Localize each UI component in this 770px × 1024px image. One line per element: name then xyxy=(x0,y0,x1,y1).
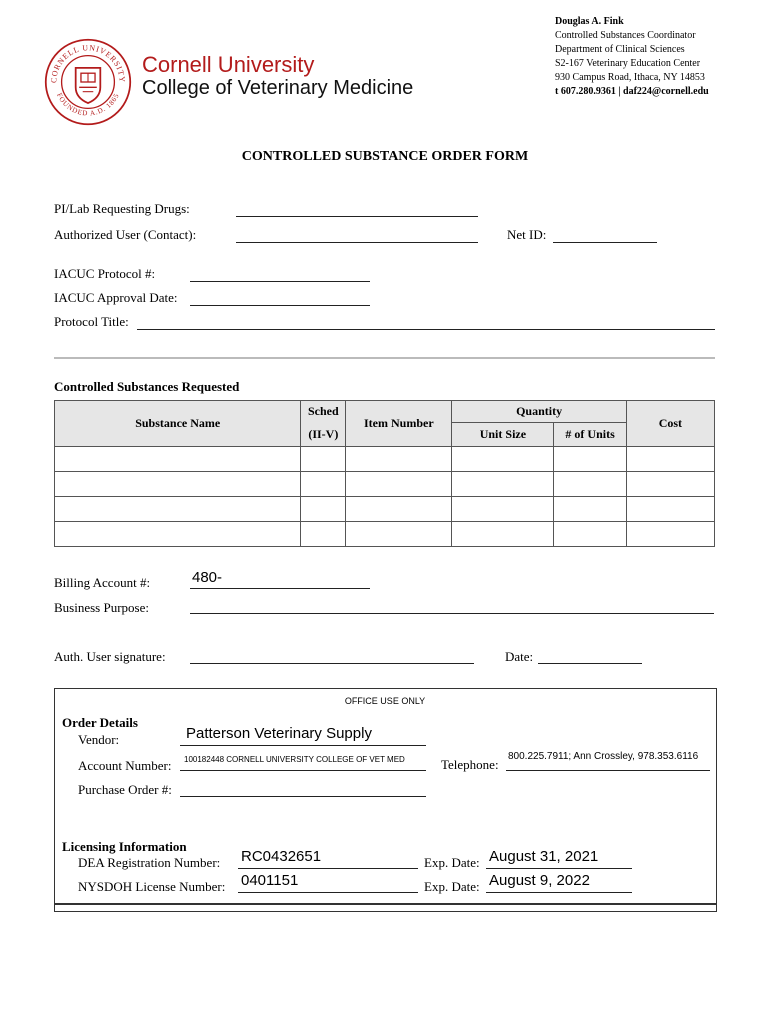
business-purpose-label: Business Purpose: xyxy=(54,600,149,615)
table-cell[interactable] xyxy=(55,447,301,472)
col-num-units: # of Units xyxy=(554,423,626,447)
dea-label: DEA Registration Number: xyxy=(78,855,221,870)
contact-name: Douglas A. Fink xyxy=(555,16,624,27)
table-row xyxy=(55,472,715,497)
table-cell[interactable] xyxy=(346,472,452,497)
office-heading: OFFICE USE ONLY xyxy=(344,696,426,706)
dea-exp-label: Exp. Date: xyxy=(424,855,480,870)
substances-heading: Controlled Substances Requested xyxy=(54,379,240,394)
iacuc-approval-field[interactable] xyxy=(190,305,370,306)
telephone-field[interactable] xyxy=(506,770,710,771)
authorized-user-label: Authorized User (Contact): xyxy=(54,227,197,242)
nysdoh-exp-field[interactable] xyxy=(486,892,632,893)
table-cell[interactable] xyxy=(554,497,626,522)
iacuc-approval-label: IACUC Approval Date: xyxy=(54,290,178,305)
contact-phone-email: t 607.280.9361 | daf224@cornell.edu xyxy=(555,86,709,97)
account-number-value[interactable]: 100182448 CORNELL UNIVERSITY COLLEGE OF VET MED xyxy=(184,755,405,764)
table-cell[interactable] xyxy=(626,472,714,497)
protocol-title-field[interactable] xyxy=(137,329,715,330)
contact-title: Controlled Substances Coordinator xyxy=(555,30,696,41)
net-id-field[interactable] xyxy=(553,242,657,243)
col-sched-range: (II-V) xyxy=(301,423,346,447)
table-cell[interactable] xyxy=(346,497,452,522)
purchase-order-field[interactable] xyxy=(180,796,426,797)
table-cell[interactable] xyxy=(55,472,301,497)
vendor-value[interactable]: Patterson Veterinary Supply xyxy=(186,725,372,742)
dea-field[interactable] xyxy=(238,868,418,869)
table-cell[interactable] xyxy=(301,447,346,472)
university-name: Cornell University xyxy=(142,52,315,77)
form-title: CONTROLLED SUBSTANCE ORDER FORM xyxy=(241,149,529,164)
table-cell[interactable] xyxy=(626,522,714,547)
section-divider xyxy=(54,357,715,359)
billing-label: Billing Account #: xyxy=(54,575,151,590)
dea-exp-field[interactable] xyxy=(486,868,632,869)
table-cell[interactable] xyxy=(301,522,346,547)
col-substance-name: Substance Name xyxy=(55,401,301,447)
substances-table xyxy=(54,400,715,547)
net-id-label: Net ID: xyxy=(507,227,547,242)
nysdoh-exp-value[interactable]: August 9, 2022 xyxy=(489,872,590,889)
billing-field[interactable] xyxy=(190,588,370,589)
contact-department: Department of Clinical Sciences xyxy=(555,44,685,55)
business-purpose-field[interactable] xyxy=(190,613,714,614)
table-cell[interactable] xyxy=(301,472,346,497)
table-cell[interactable] xyxy=(55,497,301,522)
account-number-field[interactable] xyxy=(180,770,426,771)
authorized-user-field[interactable] xyxy=(236,242,478,243)
office-use-bottom-rule xyxy=(54,903,717,905)
pi-field[interactable] xyxy=(236,216,478,217)
svg-text:CORNELL UNIVERSITY: CORNELL UNIVERSITY xyxy=(49,43,127,84)
contact-building: S2-167 Veterinary Education Center xyxy=(555,58,701,69)
table-cell[interactable] xyxy=(554,447,626,472)
order-details-label: Order Details xyxy=(62,715,138,730)
licensing-label: Licensing Information xyxy=(62,839,187,854)
iacuc-protocol-field[interactable] xyxy=(190,281,370,282)
table-cell[interactable] xyxy=(55,522,301,547)
table-cell[interactable] xyxy=(452,447,554,472)
nysdoh-label: NYSDOH License Number: xyxy=(78,879,226,894)
pi-label: PI/Lab Requesting Drugs: xyxy=(54,201,190,216)
billing-value[interactable]: 480- xyxy=(192,569,223,586)
table-row xyxy=(55,497,715,522)
table-cell[interactable] xyxy=(626,447,714,472)
cornell-seal-logo xyxy=(44,38,132,126)
table-cell[interactable] xyxy=(554,522,626,547)
table-cell[interactable] xyxy=(301,497,346,522)
protocol-title-label: Protocol Title: xyxy=(54,314,129,329)
dea-value[interactable]: RC0432651 xyxy=(241,848,322,865)
table-cell[interactable] xyxy=(554,472,626,497)
college-name: College of Veterinary Medicine xyxy=(142,77,414,99)
table-cell[interactable] xyxy=(346,522,452,547)
telephone-label: Telephone: xyxy=(441,757,499,772)
purchase-order-label: Purchase Order #: xyxy=(78,782,172,797)
vendor-label: Vendor: xyxy=(78,732,120,747)
svg-text:FOUNDED A.D. 1865: FOUNDED A.D. 1865 xyxy=(55,91,121,118)
col-unit-size: Unit Size xyxy=(452,423,554,447)
table-cell[interactable] xyxy=(346,447,452,472)
table-cell[interactable] xyxy=(452,472,554,497)
signature-field[interactable] xyxy=(190,663,474,664)
vendor-field[interactable] xyxy=(180,745,426,746)
dea-exp-value[interactable]: August 31, 2021 xyxy=(489,848,599,865)
col-item-number: Item Number xyxy=(346,401,452,447)
table-cell[interactable] xyxy=(452,497,554,522)
nysdoh-exp-label: Exp. Date: xyxy=(424,879,480,894)
col-cost: Cost xyxy=(626,401,714,447)
col-quantity: Quantity xyxy=(452,401,626,423)
nysdoh-field[interactable] xyxy=(238,892,418,893)
date-field[interactable] xyxy=(538,663,642,664)
col-sched: Sched xyxy=(301,401,346,423)
table-row xyxy=(55,447,715,472)
nysdoh-value[interactable]: 0401151 xyxy=(241,872,299,889)
iacuc-protocol-label: IACUC Protocol #: xyxy=(54,266,156,281)
signature-label: Auth. User signature: xyxy=(54,649,166,664)
telephone-value[interactable]: 800.225.7911; Ann Crossley, 978.353.6116 xyxy=(508,751,699,762)
table-row xyxy=(55,522,715,547)
account-number-label: Account Number: xyxy=(78,758,172,773)
date-label: Date: xyxy=(505,649,534,664)
contact-address: 930 Campus Road, Ithaca, NY 14853 xyxy=(555,72,705,83)
table-cell[interactable] xyxy=(452,522,554,547)
table-cell[interactable] xyxy=(626,497,714,522)
